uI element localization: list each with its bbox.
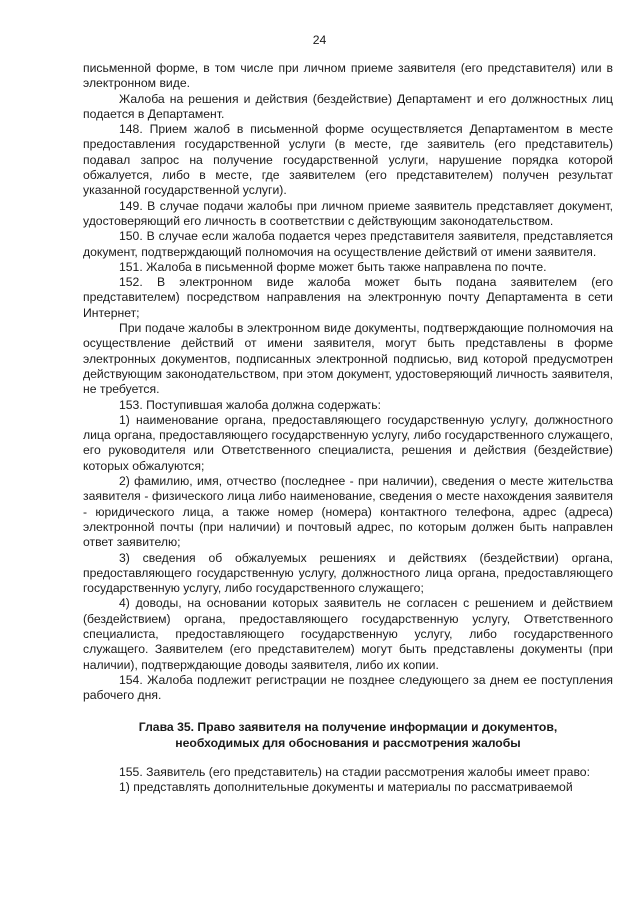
list-item-153-3: 3) сведения об обжалуемых решениях и действиях (бездействии) органа, предоставляющего государственную услугу, должностного лица органа, предоставляющего государственную услугу, либо государственного служащего;	[83, 550, 613, 596]
paragraph-148: 148. Прием жалоб в письменной форме осуществляется Департаментом в месте предоставления государственной услуги (в месте, где заявитель (его представитель) подавал запрос на получение государственной услуги, нарушение порядка которой обжалуется, либо в месте, где заявителем (его представителем) получен результат указанной государственной услуги).	[83, 122, 613, 198]
paragraph-153: 153. Поступившая жалоба должна содержать:	[119, 397, 381, 412]
paragraph-151: 151. Жалоба в письменной форме может быть также направлена по почте.	[119, 259, 547, 274]
paragraph-electronic-submission: При подаче жалобы в электронном виде документы, подтверждающие полномочия на осуществление действий от имени заявителя, могут быть представлены в форме электронных документов, подписанных электронной подписью, вид которой предусмотрен действующим законодательством, при этом документ, удостоверяющий личность заявителя, не требуется.	[83, 321, 613, 397]
list-item-155-1: 1) представлять дополнительные документы и материалы по рассматриваемой	[119, 780, 573, 795]
paragraph-152: 152. В электронном виде жалоба может быть подана заявителем (его представителем) посредством направления на электронную почту Департамента в сети Интернет;	[83, 275, 613, 320]
spacer	[83, 751, 613, 765]
paragraph-continued: письменной форме, в том числе при личном приеме заявителя (его представителя) или в электронном виде.	[83, 61, 613, 91]
paragraph-149: 149. В случае подачи жалобы при личном приеме заявитель представляет документ, удостоверяющий его личность в соответствии с действующим законодательством.	[83, 198, 613, 228]
spacer	[83, 703, 613, 720]
list-item-153-4: 4) доводы, на основании которых заявитель не согласен с решением и действием (бездействием) органа, предоставляющего государственную услугу, Ответственного специалиста, предоставляющего государственную услугу, либо государственного служащего. Заявителем (его представителем) могут быть представлены документы (при наличии), подтверждающие доводы заявителя, либо их копии.	[83, 596, 613, 672]
page-number: 24	[312, 33, 327, 47]
chapter-heading-line-1: Глава 35. Право заявителя на получение информации и документов,	[138, 720, 558, 735]
paragraph-154: 154. Жалоба подлежит регистрации не позднее следующего за днем ее поступления рабочего дня.	[83, 672, 613, 703]
chapter-heading	[83, 720, 613, 751]
document-body	[83, 61, 613, 796]
chapter-heading-line-2: необходимых для обоснования и рассмотрения жалобы	[175, 735, 521, 750]
list-item-153-2: 2) фамилию, имя, отчество (последнее - при наличии), сведения о месте жительства заявителя - физического лица либо наименование, сведения о месте нахождения заявителя - юридического лица, а также номер (номера) контактного телефона, адрес (адреса) электронной почты (при наличии) и почтовый адрес, по которым должен быть направлен ответ заявителю;	[83, 474, 613, 550]
list-item-153-1: 1) наименование органа, предоставляющего государственную услугу, должностного лица органа, предоставляющего государственную услугу, либо государственного служащего, его руководителя или Ответственного специалиста, решения и действия (бездействие) которых обжалуются;	[83, 412, 613, 473]
paragraph-complaint-to-department: Жалоба на решения и действия (бездействие) Департамент и его должностных лиц подается в Департамент.	[83, 91, 613, 121]
paragraph-150: 150. В случае если жалоба подается через представителя заявителя, представляется документ, подтверждающий полномочия на осуществление действий от имени заявителя.	[83, 229, 613, 259]
paragraph-155: 155. Заявитель (его представитель) на стадии рассмотрения жалобы имеет право:	[119, 765, 590, 780]
